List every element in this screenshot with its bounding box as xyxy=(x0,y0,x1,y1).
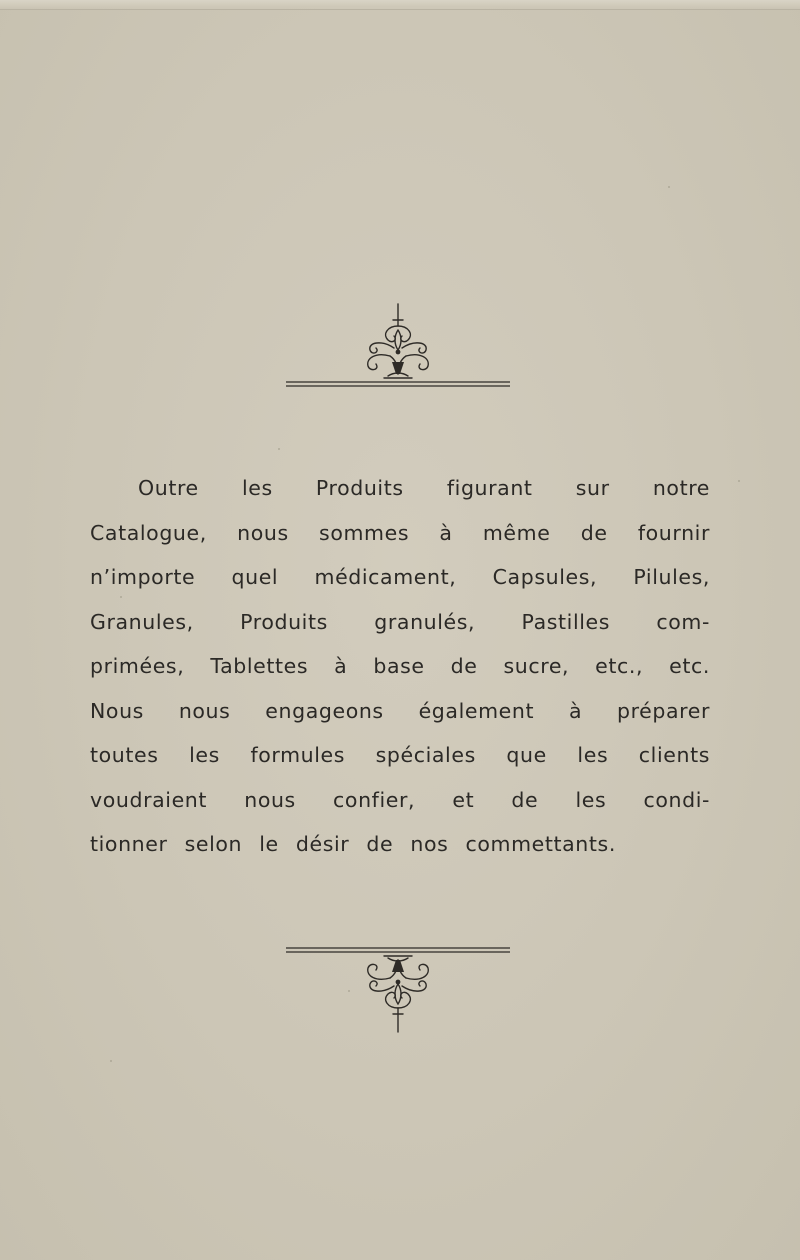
fleuron-icon xyxy=(284,300,512,392)
text-line-1: Outre les Produits figurant sur notre xyxy=(138,476,710,500)
text-line-9: tionner selon le désir de nos commettants. xyxy=(90,832,616,856)
paper-speck xyxy=(738,480,740,482)
paper-speck xyxy=(668,186,670,188)
body-paragraph xyxy=(90,466,710,867)
text-line-2: Catalogue, nous sommes à même de fournir xyxy=(90,520,710,545)
bottom-fleuron-ornament xyxy=(284,944,512,1038)
text-line-4: Granules, Produits granulés, Pastilles com- xyxy=(90,609,710,634)
paper-speck xyxy=(348,990,350,992)
text-line-8: voudraient nous confier, et de les condi- xyxy=(90,787,710,812)
text-line-7: toutes les formules spéciales que les clients xyxy=(90,743,710,767)
text-line-3: n’importe quel médicament, Capsules, Pilules, xyxy=(90,565,710,589)
paper-speck xyxy=(110,1060,112,1062)
text-line-5: primées, Tablettes à base de sucre, etc., etc. xyxy=(90,654,710,678)
fleuron-icon xyxy=(284,944,512,1038)
top-fleuron-ornament xyxy=(284,300,512,392)
paper-speck xyxy=(120,596,122,598)
paper-speck xyxy=(278,448,280,450)
text-line-6: Nous nous engageons également à préparer xyxy=(90,698,710,723)
page-top-edge-line xyxy=(0,9,800,10)
